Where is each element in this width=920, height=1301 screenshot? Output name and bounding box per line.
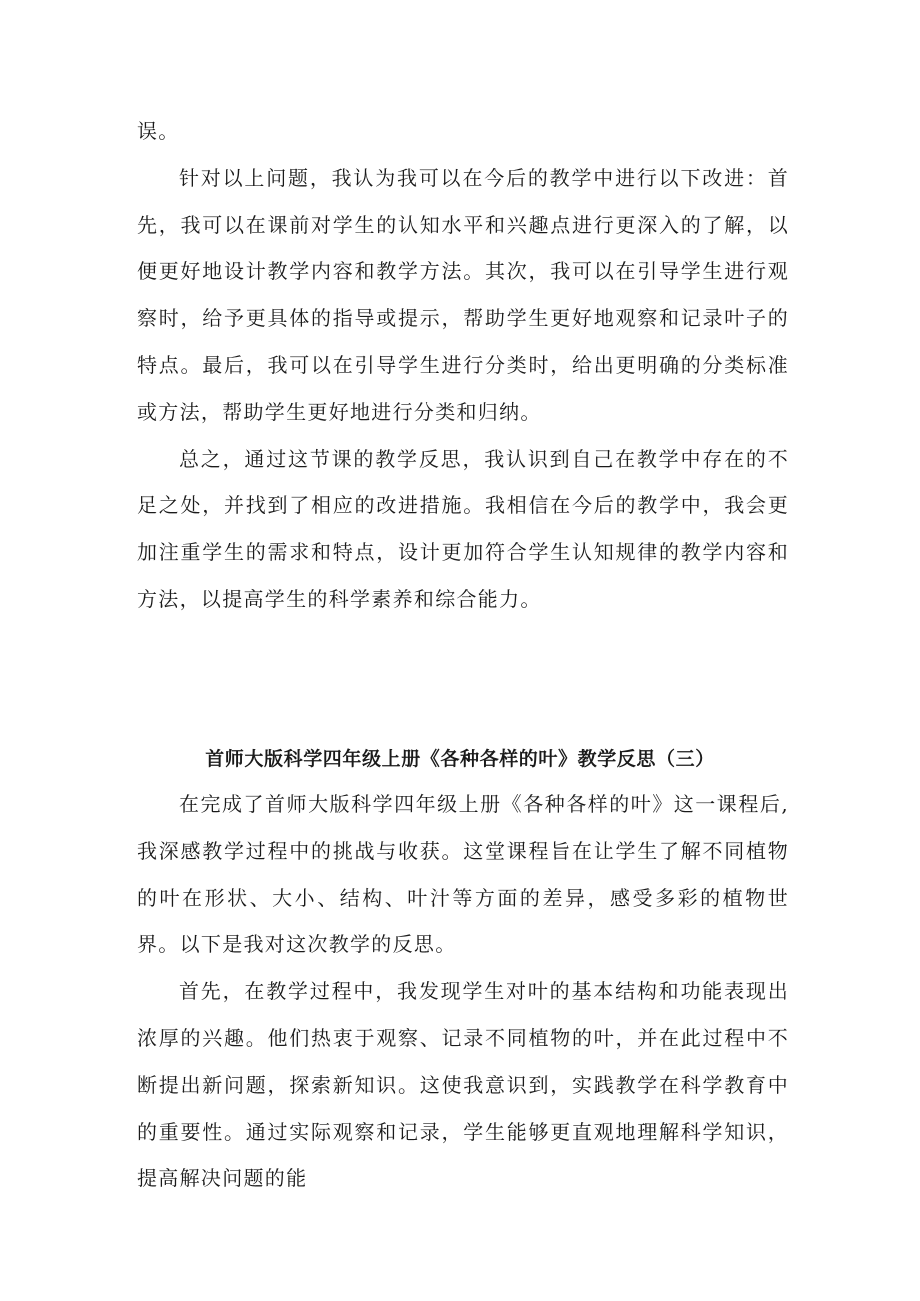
top-text-block xyxy=(137,108,789,623)
improvement-paragraph: 针对以上问题，我认为我可以在今后的教学中进行以下改进：首先，我可以在课前对学生的认知水平和兴趣点进行更深入的了解，以便更好地设计教学内容和教学方法。其次，我可以在引导学生进行观察时，给予更具体的指导或提示，帮助学生更好地观察和记录叶子的特点。最后，我可以在引导学生进行分类时，给出更明确的分类标准或方法，帮助学生更好地进行分类和归纳。 xyxy=(137,165,789,424)
section-title: 首师大版科学四年级上册《各种各样的叶》教学反思（三） xyxy=(205,748,715,770)
summary-paragraph: 总之，通过这节课的教学反思，我认识到自己在教学中存在的不足之处，并找到了相应的改进措施。我相信在今后的教学中，我会更加注重学生的需求和特点，设计更加符合学生认知规律的教学内容和方法，以提高学生的科学素养和综合能力。 xyxy=(137,446,789,611)
intro-paragraph: 在完成了首师大版科学四年级上册《各种各样的叶》这一课程后,我深感教学过程中的挑战与收获。这堂课程旨在让学生了解不同植物的叶在形状、大小、结构、叶汁等方面的差异，感受多彩的植物世界。以下是我对这次教学的反思。 xyxy=(137,792,789,957)
first-point-paragraph: 首先，在教学过程中，我发现学生对叶的基本结构和功能表现出浓厚的兴趣。他们热衷于观察、记录不同植物的叶，并在此过程中不断提出新问题，探索新知识。这使我意识到，实践教学在科学教育中的重要性。通过实际观察和记录，学生能够更直观地理解科学知识，提高解决问题的能 xyxy=(137,979,789,1191)
section-three-text-block xyxy=(137,781,789,1202)
continuation-line: 误。 xyxy=(137,119,180,143)
